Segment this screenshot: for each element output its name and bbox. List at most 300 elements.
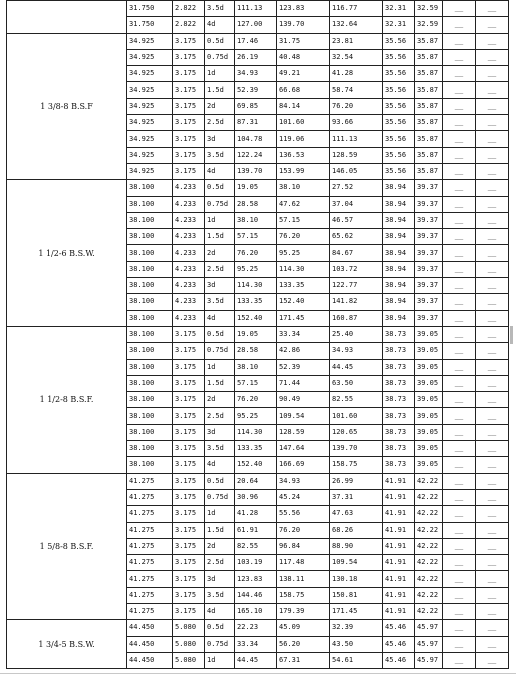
value-cell: 3.175 [173,163,205,179]
value-cell: 38.100 [127,343,173,359]
value-cell: 41.91 [383,489,415,505]
value-cell: 38.100 [127,229,173,245]
value-cell: 27.52 [330,180,383,196]
value-cell: 119.06 [277,131,330,147]
value-cell: 3d [205,571,235,587]
value-cell: 44.450 [127,636,173,652]
value-cell: 111.13 [330,131,383,147]
empty-cell: __ [443,98,476,114]
empty-cell: __ [476,359,509,375]
value-cell: 127.00 [235,17,277,33]
empty-cell: __ [443,131,476,147]
value-cell: 39.37 [415,310,443,326]
empty-cell: __ [476,538,509,554]
value-cell: 34.925 [127,49,173,65]
value-cell: 41.275 [127,473,173,489]
value-cell: 39.37 [415,212,443,228]
thread-size-label: 1 1/2-8 B.S.F. [7,326,127,473]
value-cell: 0.75d [205,343,235,359]
value-cell: 41.91 [383,538,415,554]
value-cell: 5.080 [173,620,205,636]
value-cell: 33.34 [277,326,330,342]
value-cell: 41.275 [127,587,173,603]
value-cell: 3.175 [173,49,205,65]
empty-cell: __ [443,1,476,17]
value-cell: 3.175 [173,33,205,49]
empty-cell: __ [476,196,509,212]
value-cell: 32.59 [415,17,443,33]
value-cell: 3d [205,278,235,294]
value-cell: 76.20 [235,245,277,261]
value-cell: 0.75d [205,489,235,505]
value-cell: 38.73 [383,359,415,375]
value-cell: 153.99 [277,163,330,179]
empty-cell: __ [476,652,509,668]
empty-cell: __ [443,506,476,522]
value-cell: 30.96 [235,489,277,505]
empty-cell: __ [443,489,476,505]
empty-cell: __ [443,457,476,473]
value-cell: 38.94 [383,180,415,196]
value-cell: 38.100 [127,408,173,424]
value-cell: 38.100 [127,278,173,294]
value-cell: 130.18 [330,571,383,587]
thread-size-label: 1 3/8-8 B.S.F [7,33,127,180]
value-cell: 47.63 [330,506,383,522]
empty-cell: __ [443,571,476,587]
empty-cell: __ [476,587,509,603]
empty-cell: __ [443,196,476,212]
value-cell: 38.94 [383,261,415,277]
value-cell: 2.5d [205,555,235,571]
value-cell: 141.82 [330,294,383,310]
value-cell: 3.175 [173,538,205,554]
value-cell: 3.175 [173,147,205,163]
value-cell: 39.37 [415,278,443,294]
value-cell: 35.87 [415,147,443,163]
thread-size-label: 1 5/8-8 B.S.F. [7,473,127,620]
value-cell: 25.40 [330,326,383,342]
value-cell: 41.275 [127,538,173,554]
value-cell: 2.822 [173,17,205,33]
page-edge-marker [510,326,513,344]
value-cell: 38.100 [127,424,173,440]
value-cell: 3.175 [173,82,205,98]
value-cell: 95.25 [235,261,277,277]
value-cell: 38.94 [383,229,415,245]
empty-cell: __ [443,245,476,261]
value-cell: 42.86 [277,343,330,359]
value-cell: 133.35 [277,278,330,294]
value-cell: 128.59 [330,147,383,163]
value-cell: 42.22 [415,538,443,554]
empty-cell: __ [443,294,476,310]
value-cell: 41.275 [127,489,173,505]
value-cell: 38.10 [235,212,277,228]
value-cell: 39.05 [415,343,443,359]
empty-cell: __ [476,603,509,619]
value-cell: 3.175 [173,506,205,522]
value-cell: 104.78 [235,131,277,147]
value-cell: 2d [205,245,235,261]
value-cell: 38.73 [383,408,415,424]
empty-cell: __ [443,603,476,619]
empty-cell: __ [443,326,476,342]
value-cell: 34.925 [127,98,173,114]
empty-cell: __ [443,229,476,245]
value-cell: 42.22 [415,571,443,587]
value-cell: 38.100 [127,196,173,212]
empty-cell: __ [476,408,509,424]
empty-cell: __ [476,82,509,98]
value-cell: 63.50 [330,375,383,391]
value-cell: 123.83 [235,571,277,587]
value-cell: 3.175 [173,555,205,571]
value-cell: 1.5d [205,522,235,538]
table-row [7,180,509,196]
value-cell: 1d [205,212,235,228]
empty-cell: __ [476,180,509,196]
value-cell: 44.45 [235,652,277,668]
empty-cell: __ [476,506,509,522]
value-cell: 39.05 [415,441,443,457]
empty-cell: __ [476,326,509,342]
empty-cell: __ [476,147,509,163]
value-cell: 39.05 [415,392,443,408]
value-cell: 42.22 [415,555,443,571]
value-cell: 3.175 [173,587,205,603]
empty-cell: __ [443,49,476,65]
value-cell: 34.925 [127,147,173,163]
value-cell: 32.31 [383,17,415,33]
empty-cell: __ [476,636,509,652]
empty-cell: __ [476,163,509,179]
value-cell: 3.5d [205,294,235,310]
empty-cell: __ [476,555,509,571]
value-cell: 2d [205,538,235,554]
value-cell: 144.46 [235,587,277,603]
value-cell: 1.5d [205,375,235,391]
value-cell: 44.450 [127,652,173,668]
value-cell: 55.56 [277,506,330,522]
value-cell: 38.73 [383,424,415,440]
value-cell: 0.5d [205,473,235,489]
value-cell: 35.56 [383,66,415,82]
value-cell: 0.5d [205,180,235,196]
empty-cell: __ [476,620,509,636]
value-cell: 41.91 [383,473,415,489]
value-cell: 38.100 [127,212,173,228]
empty-cell: __ [443,261,476,277]
value-cell: 1d [205,652,235,668]
empty-cell: __ [476,457,509,473]
empty-cell: __ [443,441,476,457]
empty-cell: __ [476,66,509,82]
value-cell: 4d [205,163,235,179]
value-cell: 116.77 [330,1,383,17]
value-cell: 34.925 [127,131,173,147]
value-cell: 35.56 [383,115,415,131]
value-cell: 22.23 [235,620,277,636]
empty-cell: __ [443,278,476,294]
empty-cell: __ [476,392,509,408]
value-cell: 117.48 [277,555,330,571]
value-cell: 4.233 [173,310,205,326]
value-cell: 4.233 [173,245,205,261]
value-cell: 152.40 [277,294,330,310]
value-cell: 3.175 [173,66,205,82]
value-cell: 52.39 [277,359,330,375]
value-cell: 38.73 [383,392,415,408]
value-cell: 39.37 [415,229,443,245]
value-cell: 47.62 [277,196,330,212]
value-cell: 2.822 [173,1,205,17]
value-cell: 3.175 [173,326,205,342]
value-cell: 38.73 [383,326,415,342]
value-cell: 3.5d [205,587,235,603]
empty-cell: __ [443,636,476,652]
value-cell: 58.74 [330,82,383,98]
value-cell: 41.28 [330,66,383,82]
value-cell: 38.73 [383,375,415,391]
value-cell: 35.87 [415,131,443,147]
empty-cell: __ [443,555,476,571]
value-cell: 41.91 [383,522,415,538]
value-cell: 17.46 [235,33,277,49]
value-cell: 45.97 [415,652,443,668]
value-cell: 66.68 [277,82,330,98]
empty-cell: __ [443,408,476,424]
value-cell: 152.40 [235,457,277,473]
value-cell: 109.54 [330,555,383,571]
value-cell: 160.87 [330,310,383,326]
value-cell: 32.59 [415,1,443,17]
value-cell: 3.175 [173,603,205,619]
value-cell: 3.175 [173,424,205,440]
empty-cell: __ [476,1,509,17]
value-cell: 4.233 [173,212,205,228]
value-cell: 52.39 [235,82,277,98]
value-cell: 42.22 [415,522,443,538]
value-cell: 3.175 [173,392,205,408]
empty-cell: __ [476,424,509,440]
value-cell: 103.72 [330,261,383,277]
value-cell: 34.93 [330,343,383,359]
value-cell: 38.73 [383,343,415,359]
empty-cell: __ [476,49,509,65]
value-cell: 139.70 [235,163,277,179]
value-cell: 1d [205,506,235,522]
value-cell: 42.22 [415,473,443,489]
value-cell: 39.05 [415,457,443,473]
value-cell: 32.31 [383,1,415,17]
value-cell: 171.45 [277,310,330,326]
empty-cell: __ [476,17,509,33]
empty-cell: __ [476,33,509,49]
empty-cell: __ [476,294,509,310]
value-cell: 34.925 [127,66,173,82]
value-cell: 19.05 [235,180,277,196]
value-cell: 3.175 [173,359,205,375]
empty-cell: __ [476,212,509,228]
value-cell: 45.46 [383,652,415,668]
thread-size-label: 1 1/2-6 B.S.W. [7,180,127,327]
value-cell: 41.275 [127,506,173,522]
value-cell: 41.91 [383,555,415,571]
value-cell: 37.31 [330,489,383,505]
value-cell: 3.175 [173,408,205,424]
value-cell: 1.5d [205,229,235,245]
value-cell: 39.37 [415,245,443,261]
value-cell: 31.750 [127,17,173,33]
value-cell: 40.48 [277,49,330,65]
value-cell: 120.65 [330,424,383,440]
value-cell: 38.94 [383,294,415,310]
empty-cell: __ [443,538,476,554]
value-cell: 39.05 [415,375,443,391]
value-cell: 35.87 [415,163,443,179]
value-cell: 57.15 [277,212,330,228]
value-cell: 35.87 [415,115,443,131]
value-cell: 28.58 [235,343,277,359]
value-cell: 42.22 [415,603,443,619]
empty-cell: __ [476,98,509,114]
value-cell: 35.56 [383,163,415,179]
value-cell: 5.080 [173,636,205,652]
value-cell: 35.56 [383,131,415,147]
value-cell: 38.94 [383,278,415,294]
value-cell: 103.19 [235,555,277,571]
empty-cell: __ [476,229,509,245]
value-cell: 20.64 [235,473,277,489]
value-cell: 38.100 [127,441,173,457]
value-cell: 138.11 [277,571,330,587]
value-cell: 139.70 [330,441,383,457]
value-cell: 45.46 [383,620,415,636]
value-cell: 3.175 [173,571,205,587]
empty-cell: __ [443,620,476,636]
value-cell: 96.84 [277,538,330,554]
empty-cell: __ [476,261,509,277]
value-cell: 82.55 [235,538,277,554]
table-row [7,1,509,17]
empty-cell: __ [443,343,476,359]
empty-cell: __ [476,571,509,587]
value-cell: 2.5d [205,115,235,131]
value-cell: 57.15 [235,375,277,391]
value-cell: 1d [205,66,235,82]
value-cell: 158.75 [277,587,330,603]
value-cell: 38.100 [127,245,173,261]
value-cell: 76.20 [330,98,383,114]
value-cell: 33.34 [235,636,277,652]
value-cell: 35.56 [383,33,415,49]
value-cell: 41.275 [127,555,173,571]
table-row [7,473,509,489]
empty-cell: __ [443,473,476,489]
value-cell: 38.10 [235,359,277,375]
value-cell: 41.28 [235,506,277,522]
value-cell: 0.5d [205,326,235,342]
value-cell: 2d [205,98,235,114]
value-cell: 38.73 [383,441,415,457]
value-cell: 114.30 [277,261,330,277]
value-cell: 38.73 [383,457,415,473]
empty-cell: __ [443,66,476,82]
value-cell: 42.22 [415,587,443,603]
value-cell: 61.91 [235,522,277,538]
value-cell: 76.20 [277,522,330,538]
value-cell: 45.97 [415,620,443,636]
value-cell: 41.275 [127,603,173,619]
empty-cell: __ [476,278,509,294]
value-cell: 38.100 [127,457,173,473]
empty-cell: __ [443,359,476,375]
value-cell: 165.10 [235,603,277,619]
value-cell: 3.5d [205,441,235,457]
value-cell: 39.05 [415,424,443,440]
value-cell: 1d [205,359,235,375]
value-cell: 45.24 [277,489,330,505]
table-row [7,33,509,49]
value-cell: 132.64 [330,17,383,33]
value-cell: 38.100 [127,359,173,375]
value-cell: 45.09 [277,620,330,636]
empty-cell: __ [476,375,509,391]
value-cell: 3.175 [173,343,205,359]
value-cell: 37.04 [330,196,383,212]
value-cell: 114.30 [235,278,277,294]
value-cell: 41.91 [383,506,415,522]
value-cell: 45.97 [415,636,443,652]
thread-size-label [7,1,127,34]
value-cell: 31.750 [127,1,173,17]
value-cell: 26.19 [235,49,277,65]
value-cell: 39.05 [415,326,443,342]
value-cell: 139.70 [277,17,330,33]
empty-cell: __ [443,147,476,163]
value-cell: 4d [205,457,235,473]
value-cell: 38.100 [127,261,173,277]
value-cell: 32.39 [330,620,383,636]
value-cell: 56.20 [277,636,330,652]
value-cell: 42.22 [415,489,443,505]
value-cell: 41.91 [383,571,415,587]
value-cell: 152.40 [235,310,277,326]
value-cell: 38.94 [383,196,415,212]
value-cell: 38.100 [127,180,173,196]
value-cell: 38.94 [383,245,415,261]
value-cell: 35.56 [383,147,415,163]
value-cell: 19.05 [235,326,277,342]
value-cell: 87.31 [235,115,277,131]
value-cell: 101.60 [277,115,330,131]
value-cell: 39.37 [415,180,443,196]
table-row [7,620,509,636]
empty-cell: __ [443,375,476,391]
value-cell: 146.05 [330,163,383,179]
value-cell: 3.5d [205,147,235,163]
empty-cell: __ [443,33,476,49]
value-cell: 0.75d [205,636,235,652]
value-cell: 54.61 [330,652,383,668]
value-cell: 0.5d [205,620,235,636]
value-cell: 38.100 [127,310,173,326]
value-cell: 3.5d [205,1,235,17]
value-cell: 45.46 [383,636,415,652]
empty-cell: __ [476,473,509,489]
value-cell: 76.20 [235,392,277,408]
